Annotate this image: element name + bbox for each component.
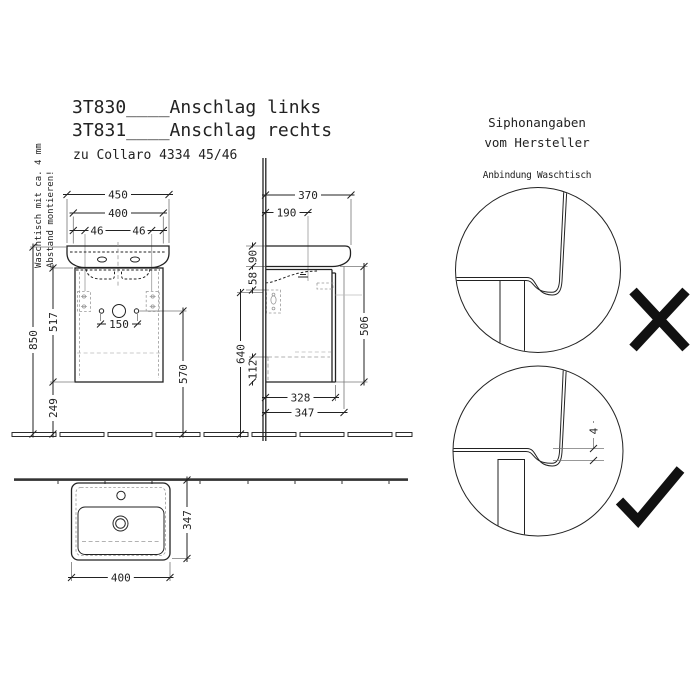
cabinet-panel-with-gap bbox=[498, 460, 525, 539]
floor-line bbox=[12, 433, 412, 437]
dim-overall-depth: 347 bbox=[294, 406, 315, 420]
check-icon bbox=[620, 470, 681, 521]
mounting-note bbox=[34, 143, 56, 268]
dim-cabinet-depth: 328 bbox=[290, 391, 311, 405]
siphon-subheading: Anbindung Waschtisch bbox=[482, 170, 592, 181]
cabinet-panel-touching bbox=[500, 281, 525, 354]
tap-hole-plan bbox=[117, 491, 125, 499]
model-line-left: 3T830____Anschlag links bbox=[72, 97, 322, 118]
dim-siphon-gap: 4 bbox=[587, 427, 601, 435]
dim-bracket-offset-left: 46 bbox=[90, 224, 104, 238]
siphon-heading-line1: Siphonangaben bbox=[488, 115, 586, 130]
plan-dim-ticks bbox=[68, 477, 191, 585]
title-block bbox=[72, 97, 332, 163]
dim-floor-clearance: 249 bbox=[46, 398, 60, 418]
dim-rear-recess-height: 112 bbox=[246, 359, 260, 380]
side-view bbox=[234, 158, 370, 441]
drain-inner bbox=[116, 519, 126, 529]
dim-basin-edge-height: 90 bbox=[246, 249, 260, 264]
siphon-panel bbox=[450, 115, 686, 538]
vanity-cabinet-side bbox=[266, 270, 363, 383]
model-line-right: 3T831____Anschlag rechts bbox=[72, 120, 333, 141]
fixing-hole-left bbox=[99, 309, 103, 313]
overflow-hole-left bbox=[98, 257, 107, 262]
washbasin-plan bbox=[72, 483, 171, 560]
dim-cabinet-side-height: 506 bbox=[357, 316, 371, 336]
dim-bracket-offset-right: 46 bbox=[132, 224, 146, 238]
dim-hole-height: 570 bbox=[176, 364, 190, 384]
series-subtitle: zu Collaro 4334 45/46 bbox=[73, 148, 238, 163]
dim-tap-hole-depth: 190 bbox=[276, 206, 297, 220]
dim-basin-cabinet-gap: 58 bbox=[246, 271, 260, 286]
detail-circle-correct bbox=[450, 364, 681, 538]
mounting-note-line1: Waschtisch mit ca. 4 mm bbox=[34, 143, 44, 268]
detail-circle-wrong bbox=[452, 186, 686, 354]
plan-view bbox=[14, 477, 408, 585]
fixing-hole-right bbox=[134, 309, 138, 313]
dim-basin-width: 450 bbox=[108, 188, 128, 202]
plan-wall-line bbox=[14, 478, 408, 481]
dim-total-height: 850 bbox=[26, 330, 40, 350]
dim-cabinet-height: 517 bbox=[46, 312, 60, 332]
dim-wall-fixing-height: 640 bbox=[234, 344, 248, 364]
dim-basin-depth: 370 bbox=[298, 188, 318, 202]
mounting-note-line2: Abstand montieren! bbox=[46, 170, 56, 268]
dim-plan-width: 400 bbox=[110, 571, 131, 585]
dim-hole-spacing: 150 bbox=[109, 317, 129, 331]
washbasin-front bbox=[67, 242, 169, 287]
dim-cabinet-width: 400 bbox=[108, 206, 128, 220]
siphon-heading-line2: vom Hersteller bbox=[484, 135, 590, 150]
drain-hole bbox=[113, 305, 126, 318]
x-icon bbox=[633, 291, 686, 348]
overflow-hole-right bbox=[131, 257, 140, 262]
dim-plan-depth: 347 bbox=[180, 510, 194, 530]
wall-hinge-bracket bbox=[267, 290, 281, 313]
